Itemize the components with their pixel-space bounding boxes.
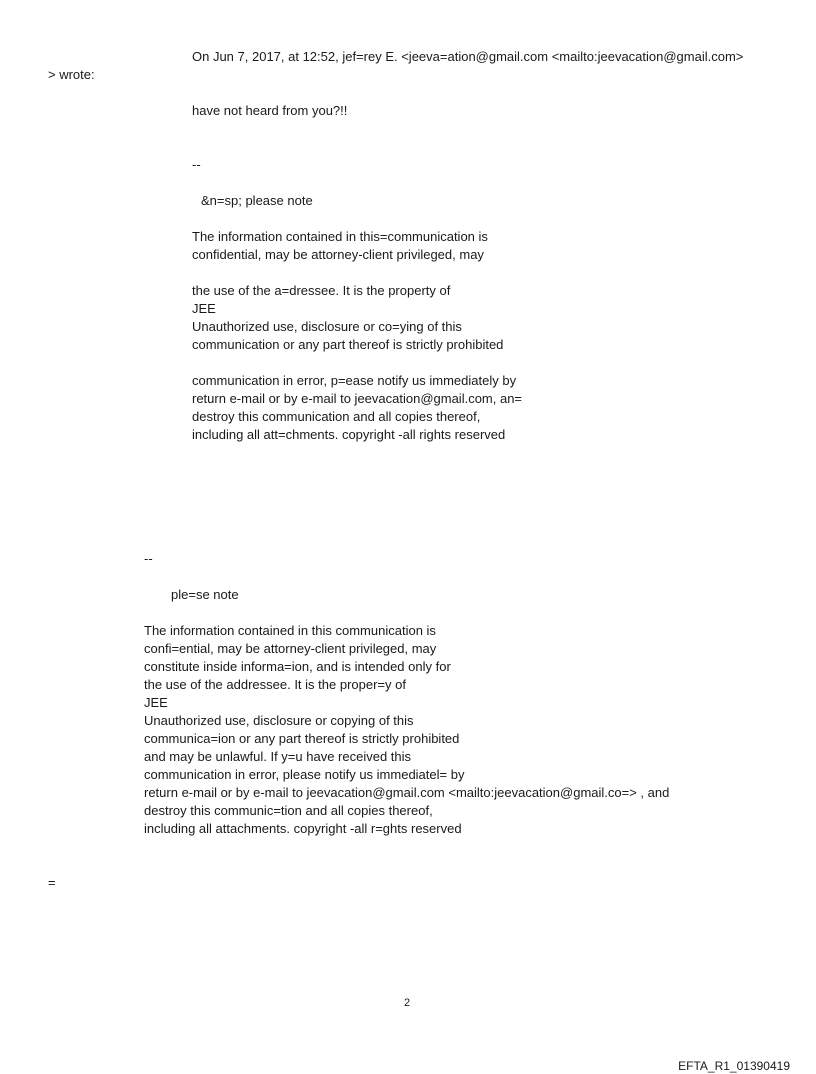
please-note-label: ple=se note [171,587,239,602]
disclaimer-line: JEE [192,301,216,316]
disclaimer-line: return e-mail or by e-mail to jeevacation@gmail.com, an= [192,391,523,406]
document-id: EFTA_R1_01390419 [678,1059,790,1073]
page-number: 2 [404,997,411,1009]
disclaimer-line: and may be unlawful. If y=u have received this [144,749,412,764]
disclaimer-line: constitute inside informa=ion, and is intended only for [144,659,451,674]
reply-header-wrote: > wrote: [48,67,95,82]
disclaimer-line: The information contained in this=communication is [192,229,488,244]
disclaimer-line: communication in error, please notify us immediatel= by [144,767,465,782]
disclaimer-line: confidential, may be attorney-client privileged, may [192,247,484,262]
reply-header-line: On Jun 7, 2017, at 12:52, jef=rey E. <jeeva=ation@gmail.com <mailto:jeevacation@gmail.com> [192,49,744,64]
disclaimer-line: including all att=chments. copyright -all rights reserved [192,427,506,442]
disclaimer-line: communica=ion or any part thereof is strictly prohibited [144,731,460,746]
disclaimer-line: communication in error, p=ease notify us immediately by [192,373,517,388]
disclaimer-line: confi=ential, may be attorney-client privileged, may [144,641,437,656]
disclaimer-line: the use of the addressee. It is the proper=y of [144,677,406,692]
disclaimer-line: return e-mail or by e-mail to jeevacation@gmail.com <mailto:jeevacation@gmail.co=> , and [144,785,670,800]
please-note-label: &n=sp; please note [201,193,313,208]
disclaimer-line: Unauthorized use, disclosure or copying of this [144,713,414,728]
disclaimer-line: The information contained in this communication is [144,623,436,638]
signature-separator: -- [192,157,201,172]
signature-separator: -- [144,551,153,566]
disclaimer-line: Unauthorized use, disclosure or co=ying of this [192,319,462,334]
disclaimer-line: destroy this communication and all copies thereof, [192,409,481,424]
disclaimer-line: destroy this communic=tion and all copies thereof, [144,803,433,818]
disclaimer-line: the use of the a=dressee. It is the property of [192,283,451,298]
disclaimer-line: JEE [144,695,168,710]
message-body: have not heard from you?!! [192,103,348,118]
disclaimer-line: communication or any part thereof is strictly prohibited [192,337,504,352]
disclaimer-line: including all attachments. copyright -all r=ghts reserved [144,821,462,836]
trailing-equals: = [48,875,56,890]
